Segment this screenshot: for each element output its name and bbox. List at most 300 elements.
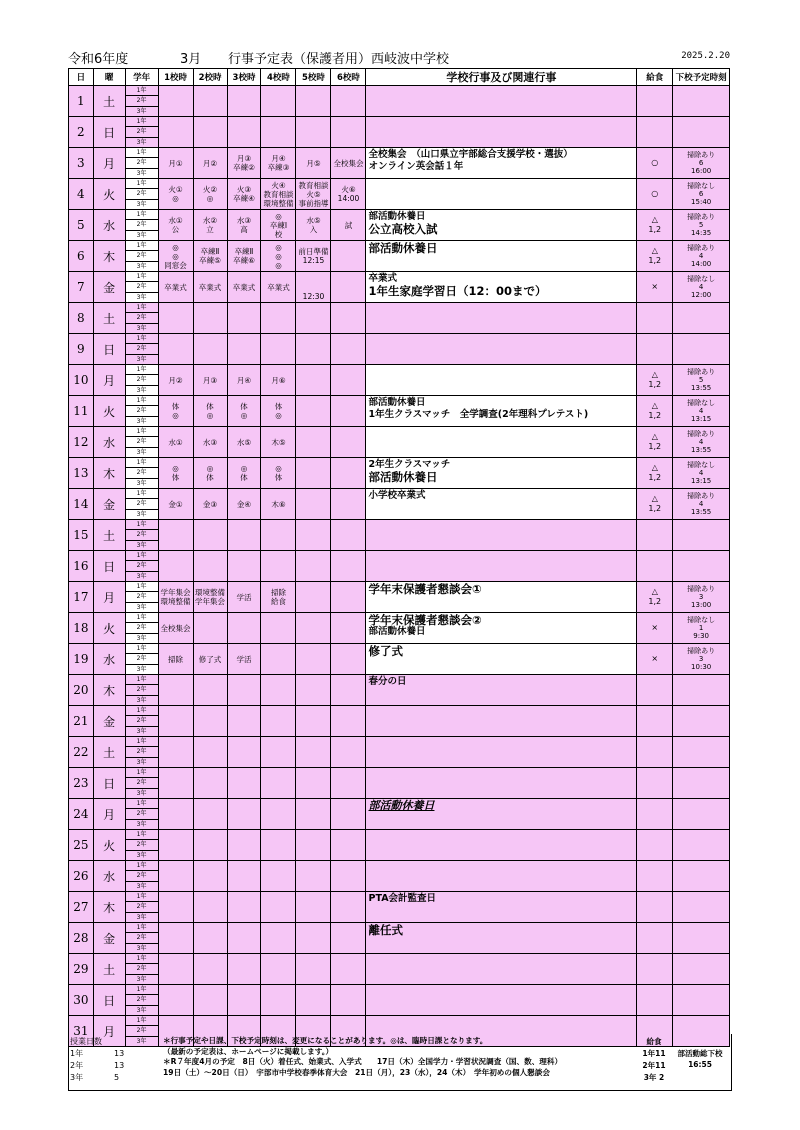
period-cell [158, 644, 193, 675]
dismissal-cell [673, 551, 730, 582]
period-text [228, 624, 261, 633]
period-text [159, 996, 193, 1005]
period-text [331, 562, 365, 571]
grade-label: 3年 [136, 572, 147, 580]
day-cell: 9 [69, 334, 94, 365]
dismissal-cell [673, 365, 730, 396]
grade-label: 3年 [136, 417, 147, 425]
dismissal-text: 4 [698, 407, 704, 415]
period-text [194, 748, 227, 757]
period-text: 卒練④ [233, 194, 255, 203]
grade-cell [125, 179, 158, 210]
grade-label: 1年 [126, 365, 158, 375]
period-text [159, 872, 193, 881]
period-text [159, 531, 193, 540]
lunch-text: △ [651, 494, 658, 503]
event-cell [366, 613, 637, 644]
period-cell [261, 551, 296, 582]
period-text: 高 [240, 225, 248, 234]
period-cell [261, 179, 296, 210]
period-text: 金① [168, 499, 183, 509]
grade-cell [125, 830, 158, 861]
period-cell [227, 427, 261, 458]
period-text [159, 717, 193, 726]
period-text: 学活 [236, 654, 252, 664]
grade-label: 2年 [126, 96, 158, 106]
lunch-cell [637, 799, 673, 830]
period-cell [227, 179, 261, 210]
period-text: 水② [202, 216, 218, 225]
period-text [228, 686, 261, 695]
period-text [331, 717, 365, 726]
period-cell [158, 272, 193, 303]
dismissal-cell [673, 303, 730, 334]
grade-cell [125, 86, 158, 117]
period-text [261, 779, 295, 788]
period-text [159, 934, 193, 943]
period-cell [331, 427, 366, 458]
period-text [228, 128, 261, 137]
period-cell [261, 706, 296, 737]
period-text [261, 314, 295, 323]
period-text [228, 97, 261, 106]
grade-label: 3年 [136, 789, 147, 797]
period-text [261, 97, 295, 106]
period-cell [158, 551, 193, 582]
period-text: ◎ [275, 260, 282, 270]
lunch-text: 1,2 [648, 597, 662, 606]
period-text: 水⑤ [306, 216, 321, 225]
period-text [228, 903, 261, 912]
grade-cell [125, 520, 158, 551]
period-text [296, 314, 330, 323]
weekday-cell: 水 [93, 427, 125, 458]
event-item: 春分の日 [368, 676, 407, 687]
period-text: ◎ [172, 251, 179, 261]
period-text [331, 686, 365, 695]
table-row [69, 210, 730, 241]
period-text: 月⑤ [306, 158, 321, 168]
grade-cell [125, 303, 158, 334]
period-text: 水① [168, 437, 183, 447]
lunch-cell [637, 272, 673, 303]
period-cell [227, 458, 261, 489]
event-cell [366, 303, 637, 334]
dismissal-text: 1 [698, 624, 704, 632]
weekday-cell: 月 [93, 582, 125, 613]
period-text: 火④ [271, 180, 286, 190]
grade-label: 3年 [136, 200, 147, 208]
grade-label: 1年 [126, 86, 158, 96]
event-item: オンライン英会話１年 [368, 161, 464, 172]
weekday-cell: 木 [93, 241, 125, 272]
period-cell [193, 210, 227, 241]
period-cell [331, 644, 366, 675]
period-cell [261, 272, 296, 303]
grade-label: 1年 [126, 644, 158, 654]
period-text [296, 376, 330, 385]
period-cell [296, 830, 331, 861]
grade-label: 3年 [136, 479, 147, 487]
grade-cell [125, 396, 158, 427]
grade-label: 1年 [126, 1016, 158, 1026]
weekday-cell: 土 [93, 86, 125, 117]
day-cell: 4 [69, 179, 94, 210]
period-cell [261, 148, 296, 179]
period-cell [296, 520, 331, 551]
event-item: 2年生クラスマッチ [368, 459, 451, 470]
grade-label: 1年 [126, 954, 158, 964]
period-cell [261, 241, 296, 272]
lunch-text: △ [651, 215, 658, 224]
period-text [296, 903, 330, 912]
grade-label: 2年 [126, 282, 158, 292]
dismissal-text: 9:30 [693, 632, 710, 640]
lunch-cell [637, 923, 673, 954]
period-text: 学年集会 [160, 588, 191, 597]
event-cell [366, 148, 637, 179]
period-text [194, 810, 227, 819]
period-cell [331, 582, 366, 613]
lunch-text: × [651, 654, 659, 663]
period-cell [227, 675, 261, 706]
grade-label: 2年 [126, 468, 158, 478]
period-cell [227, 86, 261, 117]
period-text [296, 810, 330, 819]
period-text: 月② [168, 375, 183, 385]
day-cell: 19 [69, 644, 94, 675]
period-text: 学活 [236, 592, 252, 602]
dismissal-cell [673, 737, 730, 768]
school-days [70, 1036, 160, 1084]
period-text: 火② [202, 185, 218, 194]
weekday-cell: 金 [93, 923, 125, 954]
grade-label: 3年 [136, 510, 147, 518]
table-row [69, 737, 730, 768]
period-cell [331, 272, 366, 303]
period-text [331, 934, 365, 943]
period-cell [331, 210, 366, 241]
period-cell [296, 644, 331, 675]
column-header: 5校時 [296, 69, 331, 86]
dismissal-text: 3 [698, 593, 704, 601]
school-days-title: 授業日数 [70, 1037, 102, 1046]
event-cell [366, 117, 637, 148]
period-text [159, 97, 193, 106]
grade-label: 3年 [136, 913, 147, 921]
column-header: 給食 [637, 69, 673, 86]
day-cell: 24 [69, 799, 94, 830]
period-text [331, 748, 365, 757]
period-cell [296, 396, 331, 427]
dismissal-text: 12:00 [691, 291, 712, 299]
dismissal-cell [673, 985, 730, 1016]
grade-label: 2年 [126, 406, 158, 416]
period-text [331, 655, 365, 664]
dismissal-cell [673, 644, 730, 675]
club-dismissal [669, 1048, 731, 1070]
period-cell [193, 334, 227, 365]
dismissal-cell [673, 241, 730, 272]
lunch-text: 1,2 [648, 473, 662, 482]
lunch-cell [637, 892, 673, 923]
period-text: 学年集会 [195, 597, 226, 606]
dismissal-text: 掃除あり [687, 585, 716, 593]
dismissal-cell [673, 923, 730, 954]
weekday-cell: 水 [93, 210, 125, 241]
dismissal-text: 掃除なし [687, 461, 716, 469]
fiscal-year: 令和6年度 [68, 52, 129, 67]
grade-cell [125, 954, 158, 985]
period-text [194, 128, 227, 137]
period-cell [158, 706, 193, 737]
dismissal-cell [673, 210, 730, 241]
dismissal-cell [673, 148, 730, 179]
grade-label: 3年 [136, 448, 147, 456]
period-text: 教育相談 [263, 189, 294, 199]
period-text: 事前指導 [298, 198, 329, 208]
dismissal-cell [673, 179, 730, 210]
period-text [331, 500, 365, 509]
event-cell [366, 520, 637, 551]
grade-label: 1年 [126, 830, 158, 840]
grade-label: 3年 [136, 975, 147, 983]
grade-cell [125, 148, 158, 179]
table-row [69, 799, 730, 830]
period-cell [193, 644, 227, 675]
grade-label: 1年 [126, 427, 158, 437]
period-text [228, 841, 261, 850]
period-text [331, 407, 365, 416]
period-text [331, 810, 365, 819]
event-cell [366, 954, 637, 985]
grade-label: 3年 [136, 1006, 147, 1014]
grade-cell [125, 892, 158, 923]
grade-label: 2年 [126, 623, 158, 633]
period-cell [227, 489, 261, 520]
period-text: 水⑤ [236, 437, 252, 447]
period-text: 卒練Ⅱ [200, 247, 220, 256]
grade-label: 3年 [136, 696, 147, 704]
period-text [296, 593, 330, 602]
lunch-cell [637, 117, 673, 148]
note-line: ＊R７年度4月の予定 8日（火）着任式、始業式、入学式 17日（木）全国学力・学習状況調査（国、数、理科） [163, 1057, 563, 1066]
dismissal-text: 16:00 [691, 167, 712, 175]
period-text [159, 965, 193, 974]
school-days-row: 1年 13 [70, 1049, 125, 1058]
dismissal-text: 6 [698, 159, 704, 167]
period-cell [158, 768, 193, 799]
club-dismissal-title: 部活動総下校 [677, 1049, 723, 1058]
grade-label: 3年 [136, 169, 147, 177]
grade-label: 1年 [126, 551, 158, 561]
lunch-cell [637, 396, 673, 427]
period-text: 体 [206, 473, 214, 482]
issue-date: 2025.2.20 [681, 51, 730, 61]
period-cell [261, 396, 296, 427]
grade-label: 3年 [136, 262, 147, 270]
period-text [331, 531, 365, 540]
lunch-text: 1,2 [648, 256, 662, 265]
lunch-cell [637, 582, 673, 613]
weekday-cell: 月 [93, 1016, 125, 1047]
period-cell [296, 148, 331, 179]
period-text [159, 841, 193, 850]
lunch-cell [637, 551, 673, 582]
period-text [159, 779, 193, 788]
event-cell [366, 582, 637, 613]
period-cell [261, 86, 296, 117]
period-text: 卒練⑤ [199, 256, 221, 265]
period-cell [296, 706, 331, 737]
event-cell [366, 675, 637, 706]
period-cell [158, 923, 193, 954]
period-text: 卒業式 [267, 282, 290, 292]
grade-label: 1年 [126, 396, 158, 406]
dismissal-cell [673, 489, 730, 520]
period-text: ◎ [206, 411, 214, 420]
period-cell [331, 551, 366, 582]
period-cell [158, 334, 193, 365]
period-text: 火⑤ [306, 189, 321, 199]
period-cell [261, 303, 296, 334]
dismissal-text: 14:35 [691, 229, 712, 237]
period-text [331, 593, 365, 602]
period-text [331, 469, 365, 478]
period-text: 金③ [202, 499, 218, 509]
table-row [69, 768, 730, 799]
grade-cell [125, 365, 158, 396]
weekday-cell: 土 [93, 520, 125, 551]
period-cell [331, 861, 366, 892]
period-text [194, 531, 227, 540]
period-cell [331, 613, 366, 644]
period-cell [158, 210, 193, 241]
dismissal-text: 5 [698, 221, 704, 229]
grade-label: 1年 [126, 117, 158, 127]
table-row [69, 954, 730, 985]
grade-cell [125, 334, 158, 365]
event-item: 卒業式 [368, 273, 397, 284]
period-cell [331, 241, 366, 272]
column-header: 下校予定時刻 [673, 69, 730, 86]
period-cell [158, 458, 193, 489]
period-text: ◎ [172, 464, 179, 473]
grade-label: 3年 [136, 851, 147, 859]
period-cell [193, 272, 227, 303]
lunch-cell [637, 861, 673, 892]
period-cell [227, 954, 261, 985]
grade-label: 1年 [126, 148, 158, 158]
period-text: 木⑤ [271, 437, 286, 447]
period-text [194, 314, 227, 323]
period-text [296, 841, 330, 850]
period-text [296, 531, 330, 540]
period-text [159, 810, 193, 819]
period-cell [331, 489, 366, 520]
period-text: ◎ [172, 194, 179, 203]
grade-label: 3年 [136, 324, 147, 332]
dismissal-cell [673, 272, 730, 303]
period-cell [193, 737, 227, 768]
period-text [331, 376, 365, 385]
lunch-cell [637, 458, 673, 489]
period-cell [261, 954, 296, 985]
period-cell [193, 396, 227, 427]
period-text [331, 624, 365, 633]
period-cell [331, 117, 366, 148]
period-text [296, 872, 330, 881]
period-text: 体 [240, 402, 248, 411]
period-cell [158, 86, 193, 117]
period-cell [158, 892, 193, 923]
dismissal-cell [673, 427, 730, 458]
period-text: 水③ [236, 216, 252, 225]
period-cell [227, 830, 261, 861]
dismissal-text: 4 [698, 283, 704, 291]
period-text [159, 686, 193, 695]
event-cell [366, 892, 637, 923]
event-item: 1年生クラスマッチ 全学調査(2年理科プレテスト) [368, 409, 589, 420]
day-cell: 20 [69, 675, 94, 706]
period-cell [158, 427, 193, 458]
dismissal-cell [673, 675, 730, 706]
period-cell [227, 396, 261, 427]
lunch-cell [637, 737, 673, 768]
period-cell [193, 86, 227, 117]
lunch-cell [637, 86, 673, 117]
grade-label: 3年 [136, 138, 147, 146]
event-cell [366, 241, 637, 272]
period-cell [193, 582, 227, 613]
period-cell [296, 365, 331, 396]
period-cell [261, 830, 296, 861]
period-text: 全校集会 [160, 623, 191, 633]
period-cell [331, 985, 366, 1016]
lunch-text: 1,2 [648, 504, 662, 513]
dismissal-text: 掃除あり [687, 647, 716, 655]
period-text [331, 872, 365, 881]
period-cell [296, 861, 331, 892]
day-cell: 17 [69, 582, 94, 613]
period-text [296, 438, 330, 447]
period-text [159, 128, 193, 137]
day-cell: 22 [69, 737, 94, 768]
period-text [194, 345, 227, 354]
period-text: 月④ [271, 154, 286, 163]
table-row [69, 148, 730, 179]
event-item: 部活動休養日 [368, 397, 426, 408]
dismissal-cell [673, 830, 730, 861]
grade-label: 3年 [136, 293, 147, 301]
school-days-row: 3年 5 [70, 1073, 120, 1082]
period-text [228, 996, 261, 1005]
period-text [194, 686, 227, 695]
period-cell [261, 892, 296, 923]
period-text [194, 624, 227, 633]
lunch-text: △ [651, 246, 658, 255]
grade-label: 2年 [126, 654, 158, 664]
table-row [69, 334, 730, 365]
lunch-text: 1,2 [648, 442, 662, 451]
period-text: ◎ [275, 251, 282, 261]
period-cell [158, 241, 193, 272]
period-text: 教育相談 [298, 180, 329, 190]
period-text [261, 128, 295, 137]
table-row [69, 303, 730, 334]
period-text [296, 274, 330, 283]
period-cell [331, 458, 366, 489]
